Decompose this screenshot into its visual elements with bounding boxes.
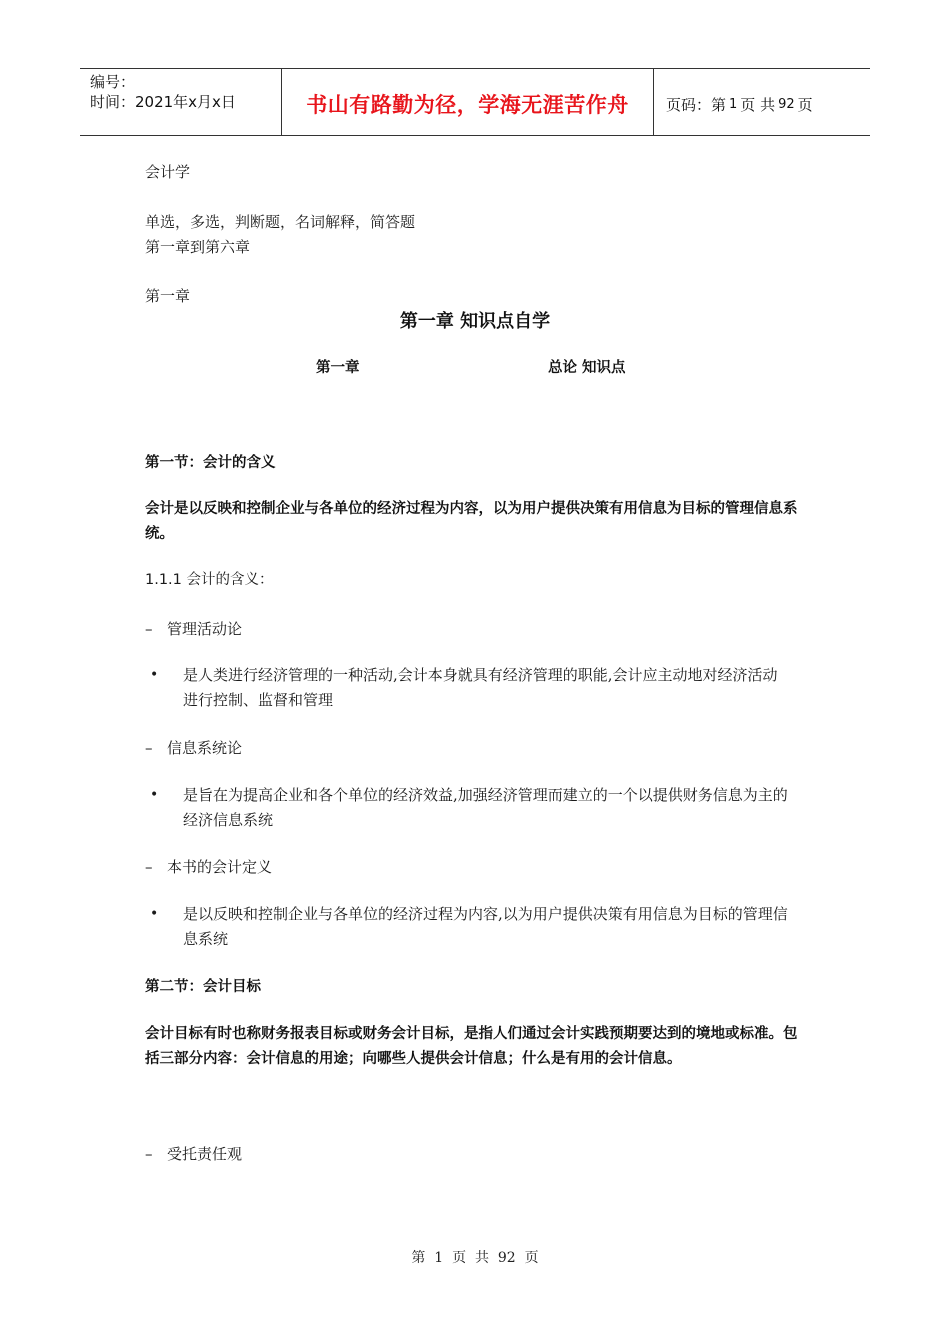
section1-definition: 会计是以反映和控制企业与各单位的经济过程为内容，以为用户提供决策有用信息为目标的管理信息系统。	[145, 501, 798, 542]
chapter-label: 第一章	[145, 287, 191, 305]
page-prefix: 页码：第	[666, 95, 727, 114]
header-motto-cell	[282, 69, 654, 135]
list-item-bullet	[150, 902, 790, 952]
subject-line: 会计学	[145, 163, 191, 181]
item-detail: 是旨在为提高企业和各个单位的经济效益,加强经济管理而建立的一个以提供财务信息为主的经济信息系统	[183, 786, 788, 829]
question-types-line: 单选，多选，判断题，名词解释，简答题	[145, 213, 416, 231]
list-item-bullet	[150, 663, 790, 713]
section2-heading: 第二节：会计目标	[145, 979, 261, 995]
page-title: 第一章 知识点自学	[399, 311, 551, 332]
bullet-icon: •	[150, 906, 159, 922]
time-label: 时间：2021年x月x日	[90, 93, 236, 111]
section1-heading: 第一节：会计的含义	[145, 455, 276, 471]
header-page-cell	[654, 69, 870, 135]
item-detail: 是人类进行经济管理的一种活动,会计本身就具有经济管理的职能,会计应主动地对经济活动进行控制、监督和管理	[183, 666, 778, 709]
dash-marker: –	[145, 739, 153, 757]
page-mid: 页 共	[740, 95, 776, 114]
page-footer: 第 1 页 共 92 页	[411, 1250, 539, 1266]
item-label: 受托责任观	[167, 1145, 243, 1163]
list-item-dash	[145, 738, 242, 758]
section1-subheading: 1.1.1 会计的含义：	[145, 572, 274, 588]
header-table	[80, 68, 870, 136]
bullet-icon: •	[150, 667, 159, 683]
dash-marker: –	[145, 858, 153, 876]
item-label: 管理活动论	[167, 620, 243, 638]
page-total: 92	[778, 96, 795, 112]
range-line: 第一章到第六章	[145, 238, 251, 256]
list-item-dash	[145, 1144, 242, 1164]
subtitle-chapter: 第一章	[316, 360, 360, 376]
dash-marker: –	[145, 620, 153, 638]
page-number: 1	[729, 96, 738, 112]
subtitle-topic: 总论 知识点	[548, 360, 626, 376]
item-label: 本书的会计定义	[167, 858, 273, 876]
bullet-icon: •	[150, 787, 159, 803]
list-item-bullet	[150, 783, 790, 833]
dash-marker: –	[145, 1145, 153, 1163]
header-meta-cell	[80, 69, 282, 135]
item-label: 信息系统论	[167, 739, 243, 757]
motto-text: 书山有路勤为径，学海无涯苦作舟	[306, 93, 629, 117]
section2-definition: 会计目标有时也称财务报表目标或财务会计目标，是指人们通过会计实践预期要达到的境地或标准。包括三部分内容：会计信息的用途；向哪些人提供会计信息；什么是有用的会计信息。	[145, 1026, 798, 1067]
number-label: 编号：	[90, 73, 136, 91]
item-detail: 是以反映和控制企业与各单位的经济过程为内容,以为用户提供决策有用信息为目标的管理信息系统	[183, 905, 788, 948]
list-item-dash	[145, 857, 272, 877]
page-suffix: 页	[797, 95, 813, 114]
list-item-dash	[145, 619, 242, 639]
